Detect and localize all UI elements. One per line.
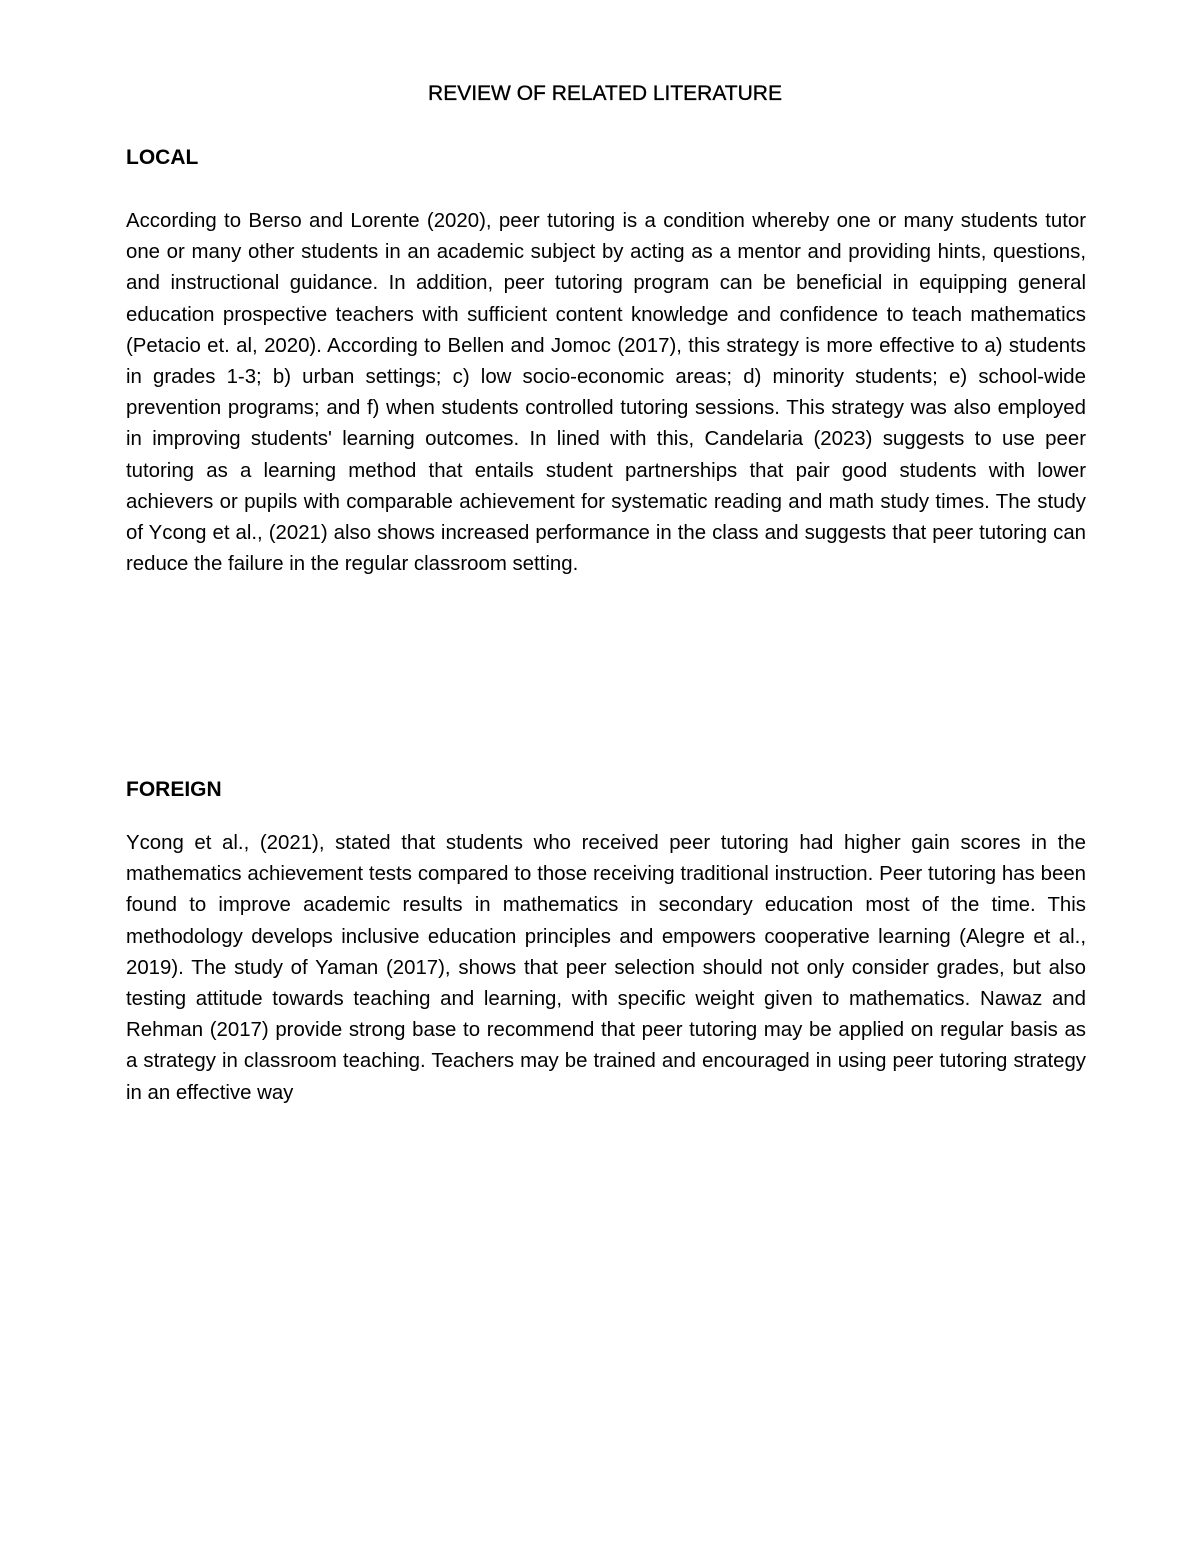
section-paragraph-foreign: Ycong et al., (2021), stated that students who received peer tutoring had higher gain scores in the mathematics achievement tests compared to those receiving traditional instruction. Peer tutoring has been found to improve academic results in mathematics in secondary education most of the time. This methodology develops inclusive education principles and empowers cooperative learning (Alegre et al., 2019). The study of Yaman (2017), shows that peer selection should not only consider grades, but also testing attitude towards teaching and learning, with specific weight given to mathematics. Nawaz and Rehman (2017) provide strong base to recommend that peer tutoring may be applied on regular basis as a strategy in classroom teaching. Teachers may be trained and encouraged in using peer tutoring strategy in an effective way <box>126 832 1086 1104</box>
document-title: REVIEW OF RELATED LITERATURE <box>428 82 782 105</box>
section-heading-local: LOCAL <box>126 146 199 169</box>
section-heading-foreign: FOREIGN <box>126 778 222 801</box>
section-paragraph-local: According to Berso and Lorente (2020), peer tutoring is a condition whereby one or many students tutor one or many other students in an academic subject by acting as a mentor and providing hints, questions, and instructional guidance. In addition, peer tutoring program can be beneficial in equipping general education prospective teachers with sufficient content knowledge and confidence to teach mathematics (Petacio et. al, 2020). According to Bellen and Jomoc (2017), this strategy is more effective to a) students in grades 1-3; b) urban settings; c) low socio-economic areas; d) minority students; e) school-wide prevention programs; and f) when students controlled tutoring sessions. This strategy was also employed in improving students' learning outcomes. In lined with this, Candelaria (2023) suggests to use peer tutoring as a learning method that entails student partnerships that pair good students with lower achievers or pupils with comparable achievement for systematic reading and math study times. The study of Ycong et al., (2021) also shows increased performance in the class and suggests that peer tutoring can reduce the failure in the regular classroom setting. <box>126 210 1086 576</box>
